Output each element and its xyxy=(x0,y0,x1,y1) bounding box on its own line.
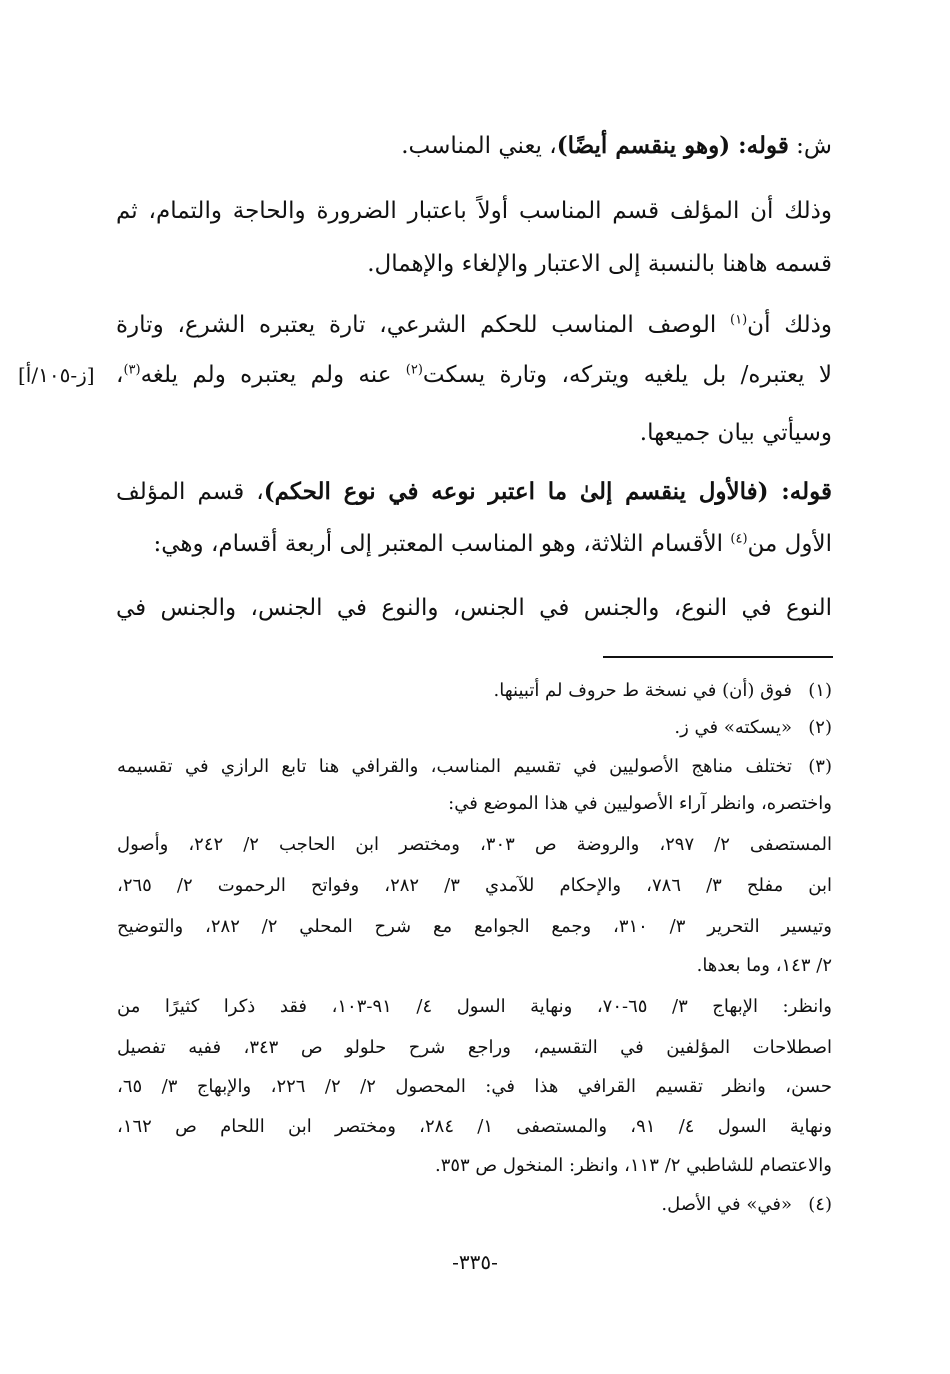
footnote-3-line-7: وانظر: الإبهاج ٣/ ٦٥-٧٠، ونهاية السول ٤/ ٩١-١٠٣، فقد ذكرا كثيرًا من xyxy=(117,996,832,1017)
footnote-separator xyxy=(603,656,833,658)
paragraph-3-line-3: وسيأتي بيان جميعها. xyxy=(639,420,832,446)
paragraph-3-line-2: لا يعتبره/ بل يلغيه ويتركه، وتارة يسكت$^{(٢)}$ عنه ولم يعتبره ولم يلغه$^{(٣)}$، xyxy=(116,362,832,388)
paragraph-4-line-2: الأول من$^{(٤)}$ الأقسام الثلاثة، وهو المناسب المعتبر إلى أربعة أقسام، وهي: xyxy=(153,531,832,557)
footnote-3-line-6: ٢/ ١٤٣، وما بعدها. xyxy=(696,955,832,976)
footnote-3-line-5: وتيسير التحرير ٣/ ٣١٠، وجمع الجوامع مع شرح المحلي ٢/ ٢٨٢، والتوضيح xyxy=(117,916,832,937)
footnote-1-text: فوق (أن) في نسخة ط حروف لم أتبينها. xyxy=(493,680,792,701)
footnote-4-number: (٤) xyxy=(808,1194,832,1215)
paragraph-1: ش: قوله: (وهو ينقسم أيضًا)، يعني المناسب. xyxy=(401,132,832,159)
footnote-3-line-8: اصطلاحات المؤلفين في التقسيم، وراجع شرح حلولو ص ٣٤٣، ففيه تفصيل xyxy=(117,1037,832,1058)
paragraph-2-line-1: وذلك أن المؤلف قسم المناسب أولاً باعتبار الضرورة والحاجة والتمام، ثم xyxy=(116,198,832,224)
footnote-3-line-11: والاعتصام للشاطبي ٢/ ١١٣، وانظر: المنخول ص ٣٥٣. xyxy=(434,1155,832,1176)
footnote-3-line-10: ونهاية السول ٤/ ٩١، والمستصفى ١/ ٢٨٤، ومختصر ابن اللحام ص ١٦٢، xyxy=(117,1116,833,1137)
footnote-3-line-2: واختصره، وانظر آراء الأصوليين في هذا الموضع في: xyxy=(448,793,832,814)
footnote-2-text: «يسكته» في ز. xyxy=(674,717,792,738)
paragraph-5-line-1: النوع في النوع، والجنس في الجنس، والنوع في الجنس، والجنس في xyxy=(116,595,832,621)
footnote-2-number: (٢) xyxy=(808,717,832,738)
footnote-ref-3[interactable]: (٣) xyxy=(123,362,141,378)
footnote-3-line-4: ابن مفلح ٣/ ٧٨٦، والإحكام للآمدي ٣/ ٢٨٢، وفواتح الرحموت ٢/ ٢٦٥، xyxy=(117,875,832,896)
footnote-3-line-3: المستصفى ٢/ ٢٩٧، والروضة ص ٣٠٣، ومختصر ابن الحاجب ٢/ ٢٤٢، وأصول xyxy=(117,834,832,855)
footnote-4-text: «في» في الأصل. xyxy=(661,1194,792,1215)
footnote-3-line-1: تختلف مناهج الأصوليين في تقسيم المناسب، والقرافي هنا تابع الرازي في تقسيمه xyxy=(117,756,792,777)
manuscript-margin-reference: [ز-١٠٥/أ] xyxy=(18,363,95,387)
footnote-ref-4[interactable]: (٤) xyxy=(730,531,748,547)
footnote-ref-1[interactable]: (١) xyxy=(730,312,748,328)
paragraph-4-line-1: قوله: (فالأول ينقسم إلىٰ ما اعتبر نوعه في نوع الحكم)، قسم المؤلف xyxy=(116,478,832,505)
paragraph-2-line-2: قسمه هاهنا بالنسبة إلى الاعتبار والإلغاء والإهمال. xyxy=(367,251,832,277)
footnote-3-line-9: حسن، وانظر تقسيم القرافي هذا في: المحصول ٢/ ٢/ ٢٢٦، والإبهاج ٣/ ٦٥، xyxy=(117,1076,832,1097)
footnote-ref-2[interactable]: (٢) xyxy=(405,362,423,378)
page-number: -٣٣٥- xyxy=(452,1250,498,1274)
footnote-1-number: (١) xyxy=(808,680,832,701)
paragraph-3-line-1: وذلك أن$^{(١)}$ الوصف المناسب للحكم الشرعي، تارة يعتبره الشرع، وتارة xyxy=(116,312,832,338)
footnote-3-number: (٣) xyxy=(808,756,832,777)
